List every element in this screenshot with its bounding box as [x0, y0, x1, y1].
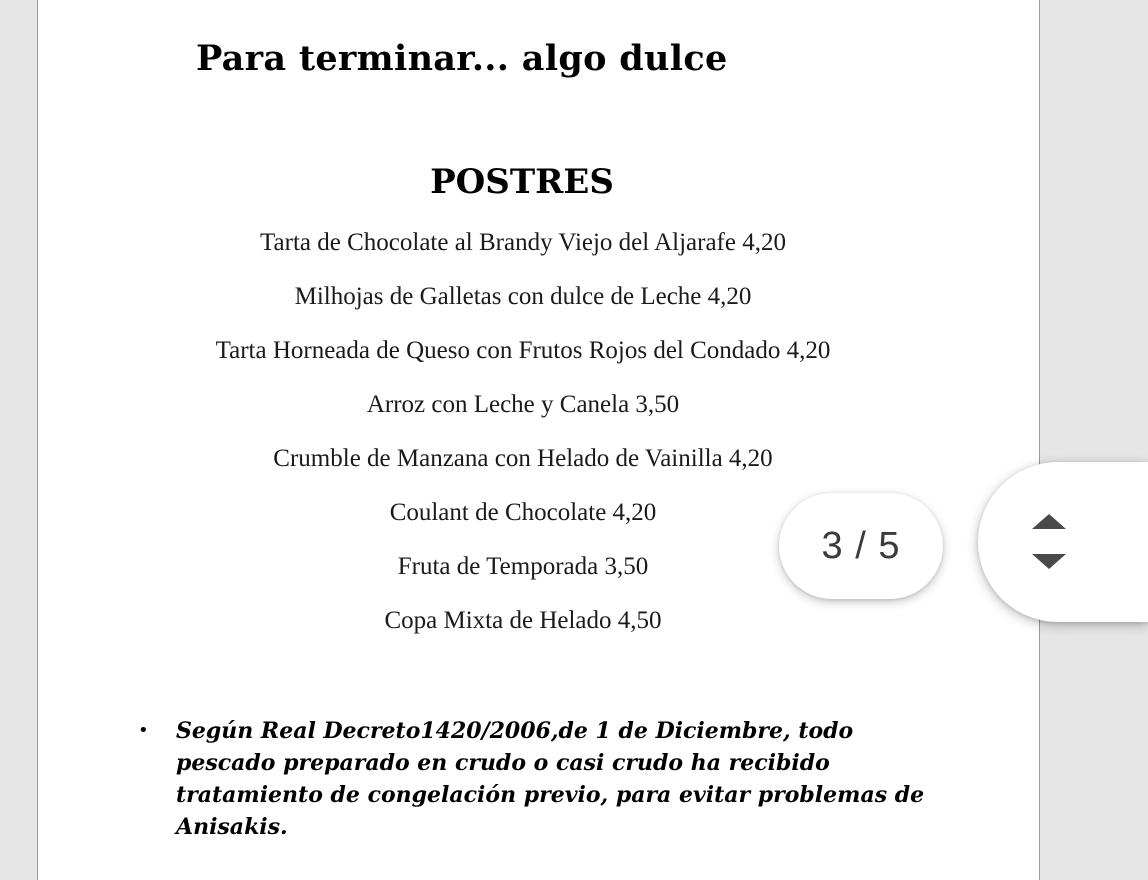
- triangle-down-icon: [1032, 554, 1066, 569]
- anisakis-note: [138, 715, 998, 843]
- list-item: Milhojas de Galletas con dulce de Leche 4,20: [294, 283, 752, 310]
- fast-scroll-handle[interactable]: [978, 462, 1148, 622]
- section-title: POSTRES: [430, 162, 614, 202]
- triangle-up-icon: [1032, 514, 1066, 529]
- list-item: Tarta de Chocolate al Brandy Viejo del Aljarafe 4,20: [260, 229, 786, 256]
- bullet-icon: •: [138, 720, 149, 741]
- list-item: Coulant de Chocolate 4,20: [389, 499, 657, 526]
- note-text: Según Real Decreto1420/2006,de 1 de Diciembre, todo pescado preparado en crudo o casi crudo ha recibido tratamiento de congelación previo, para evitar problemas de Anisakis.: [176, 718, 925, 840]
- page-heading: Para terminar... algo dulce: [196, 38, 728, 79]
- list-item: Fruta de Temporada 3,50: [397, 553, 649, 580]
- page-indicator: 3 / 5: [779, 493, 943, 599]
- document-page: [37, 0, 1040, 880]
- list-item: Tarta Horneada de Queso con Frutos Rojos del Condado 4,20: [215, 337, 831, 364]
- list-item: Crumble de Manzana con Helado de Vainilla 4,20: [273, 445, 773, 472]
- list-item: Arroz con Leche y Canela 3,50: [366, 391, 680, 418]
- list-item: Copa Mixta de Helado 4,50: [384, 607, 662, 634]
